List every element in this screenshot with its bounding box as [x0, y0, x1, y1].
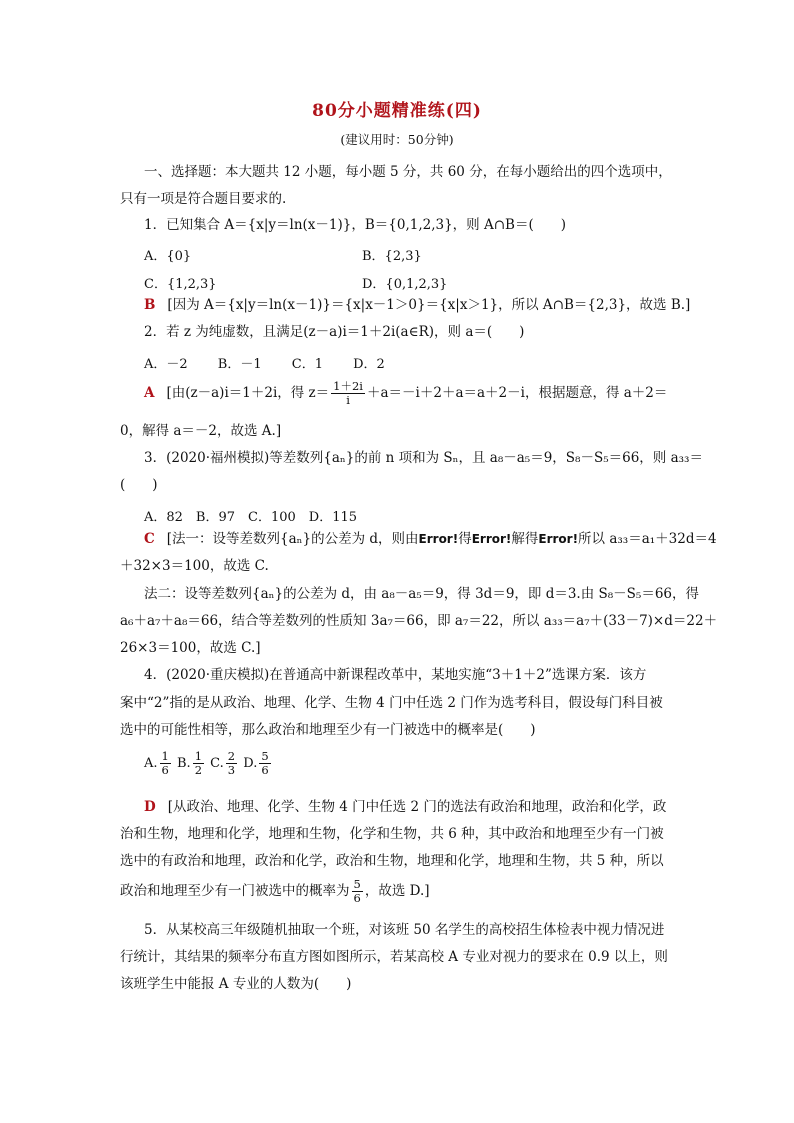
- question-2-solution-line2: 0，解得 a＝－2，故选 A.]: [120, 423, 282, 439]
- section-instructions-line1: 一、选择题：本大题共 12 小题，每小题 5 分，共 60 分，在每小题给出的四个选项中，: [144, 164, 672, 180]
- question-4-solution-line3: 选中的有政治和地理，政治和化学，政治和生物，地理和化学，地理和生物，共 5 种，所以: [120, 853, 664, 869]
- question-1-answer: B: [144, 297, 156, 313]
- question-4-stem-line3: 选中的可能性相等，那么政治和地理至少有一门被选中的概率是( ): [120, 722, 536, 738]
- question-2-options: A．－2 B．－1 C．1 D．2: [144, 357, 385, 372]
- page-title: 80分小题精准练(四): [312, 101, 482, 121]
- question-4-solution-fraction: [352, 878, 363, 905]
- fraction-denominator: 6: [353, 891, 361, 905]
- question-2-fraction-denominator: i: [346, 393, 350, 407]
- question-4-solution-line4-post: ，故选 D.]: [364, 883, 430, 899]
- question-4-answer: D: [144, 799, 156, 815]
- question-5-stem-line3: 该班学生中能报 A 专业的人数为( ): [120, 976, 352, 992]
- question-1-stem: 1．已知集合 A＝{x|y＝ln(x－1)}，B＝{0,1,2,3}，则 A∩B＝( ): [144, 217, 566, 233]
- question-1-option-b: B．{2,3}: [362, 249, 422, 264]
- question-3-method2-line2: a₆＋a₇＋a₈＝66，结合等差数列的性质知 3a₇＝66，即 a₇＝22，所以 a₃₃＝a₇＋(33－7)×d＝22＋: [120, 613, 718, 629]
- fraction-numerator: 5: [353, 877, 361, 891]
- question-3-method2-line3: 26×3＝100，故选 C.]: [120, 640, 261, 656]
- question-4-solution-line2: 治和生物，地理和化学，地理和生物，化学和生物，共 6 种，其中政治和地理至少有一门被: [120, 826, 664, 842]
- question-1-solution-text: [因为 A＝{x|y＝ln(x－1)}＝{x|x－1＞0}＝{x|x＞1}，所以 A∩B＝{2,3}，故选 B.]: [167, 297, 691, 313]
- question-5-stem-line1: 5．从某校高三年级随机抽取一个班，对该班 50 名学生的高校招生体检表中视力情况进: [144, 922, 665, 938]
- question-2-answer: A: [144, 385, 155, 401]
- question-4-solution-line4-pre: 政治和地理至少有一门被选中的概率为: [120, 883, 350, 899]
- question-3-solution-text-b: 得: [458, 531, 472, 547]
- question-2-stem: 2．若 z 为纯虚数，且满足(z－a)i＝1＋2i(a∈R)，则 a＝( ): [144, 324, 525, 340]
- question-3-solution: [144, 533, 717, 547]
- question-3-answer: C: [144, 531, 155, 547]
- question-4-option-d: D. $\frac{5}{6}$: [243, 749, 269, 777]
- question-1-solution: [144, 299, 690, 313]
- question-4-solution: [144, 801, 666, 815]
- question-1-option-c: C．{1,2,3}: [144, 277, 217, 292]
- question-4-stem-line2: 案中“2”指的是从政治、地理、化学、生物 4 门中任选 2 门作为选考科目，假设每门科目被: [120, 695, 663, 711]
- question-2-solution-text-pre: [由(z－a)i＝1＋2i，得 z＝: [166, 385, 330, 401]
- question-3-options: A．82 B．97 C．100 D．115: [144, 510, 358, 525]
- question-2-solution-text-post: ＋a＝－i＋2＋a＝a＋2－i，根据题意，得 a＋2＝: [366, 385, 668, 401]
- question-4-option-b: B. $\frac{1}{2}$: [177, 749, 203, 777]
- question-2-solution: [144, 380, 667, 407]
- question-4-options: [144, 750, 273, 777]
- error-placeholder-3: Error!: [538, 532, 579, 546]
- error-placeholder-2: Error!: [471, 532, 512, 546]
- question-3-method2-line1: 法二：设等差数列{aₙ}的公差为 d，由 a₈－a₅＝9，得 3d＝9，即 d＝3.由 S₈－S₅＝66，得: [144, 586, 700, 602]
- question-1-option-d: D．{0,1,2,3}: [362, 277, 448, 292]
- question-4-option-a: A. $\frac{1}{6}$: [144, 749, 169, 777]
- question-1-option-a: A．{0}: [144, 249, 192, 264]
- question-5-stem-line2: 行统计，其结果的频率分布直方图如图所示，若某高校 A 专业对视力的要求在 0.9 以上，则: [120, 949, 668, 965]
- question-2-fraction: [331, 380, 365, 407]
- question-3-solution-text-a: [法一：设等差数列{aₙ}的公差为 d，则由: [166, 531, 419, 547]
- question-3-solution-line2: ＋32×3＝100，故选 C.: [120, 558, 269, 574]
- question-3-stem: 3．(2020·福州模拟)等差数列{aₙ}的前 n 项和为 Sₙ，且 a₈－a₅＝9，S₈－S₅＝66，则 a₃₃＝: [144, 450, 703, 466]
- question-4-stem-line1: 4．(2020·重庆模拟)在普通高中新课程改革中，某地实施“3＋1＋2”选课方案．该方: [144, 667, 647, 683]
- question-3-stem-line2: ( ): [120, 477, 158, 493]
- question-4-solution-text: [从政治、地理、化学、生物 4 门中任选 2 门的选法有政治和地理，政治和化学，政: [167, 799, 667, 815]
- question-2-fraction-numerator: 1＋2i: [333, 379, 363, 393]
- question-3-solution-text-c: 解得: [511, 531, 539, 547]
- question-3-solution-text-d: 所以 a₃₃＝a₁＋32d＝4: [578, 531, 717, 547]
- section-instructions-line2: 只有一项是符合题目要求的.: [120, 191, 287, 207]
- suggested-time: (建议用时：50分钟): [340, 132, 454, 147]
- error-placeholder-1: Error!: [418, 532, 459, 546]
- question-4-solution-line4: [120, 878, 430, 905]
- question-4-option-c: C. $\frac{2}{3}$: [210, 749, 236, 777]
